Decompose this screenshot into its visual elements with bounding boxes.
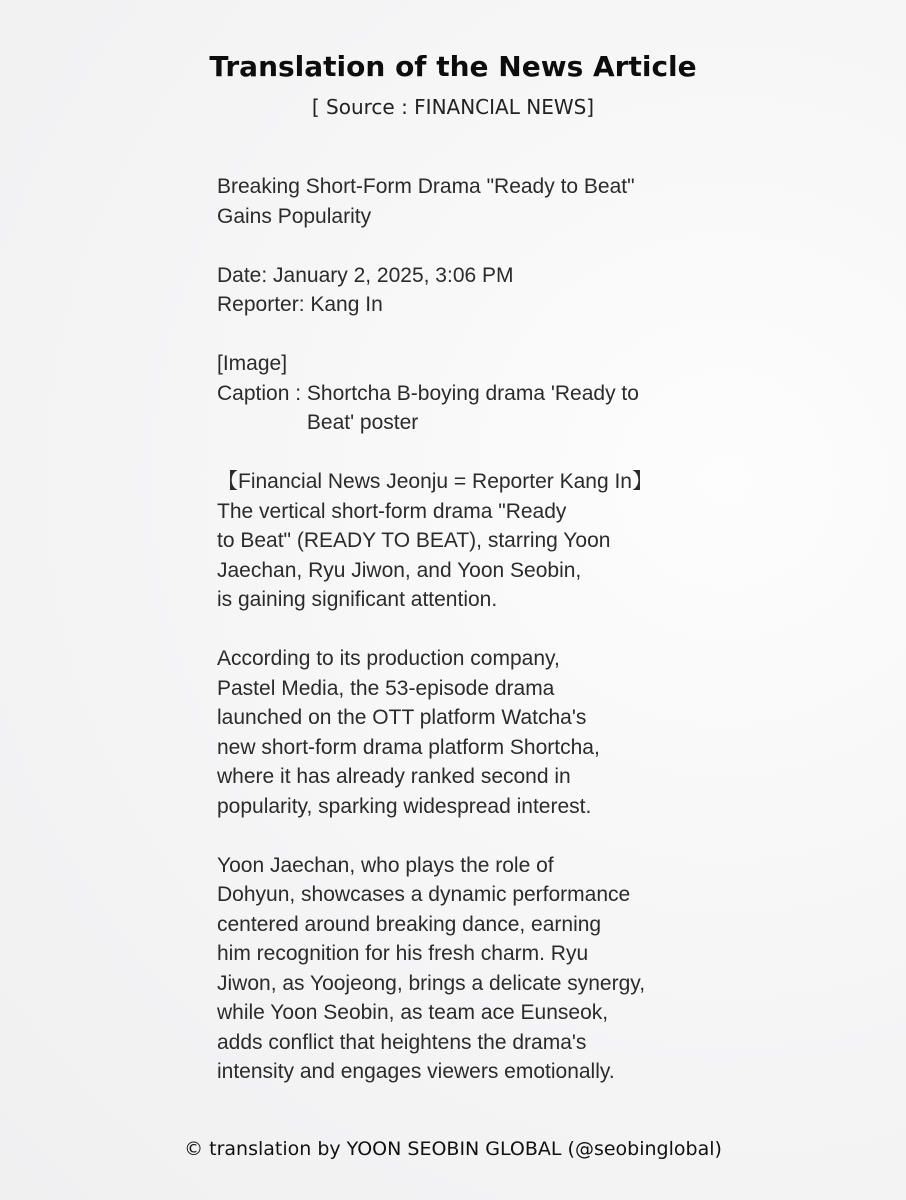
paragraph-line: Jaechan, Ryu Jiwon, and Yoon Seobin,	[217, 558, 582, 582]
article-reporter: Reporter: Kang In	[217, 293, 383, 316]
article-headline	[217, 172, 737, 231]
paragraph-line: According to its production company,	[217, 647, 560, 670]
paragraph-line: is gaining significant attention.	[217, 588, 498, 611]
paragraph-line: Dohyun, showcases a dynamic performance	[217, 883, 631, 906]
article-paragraph-1	[217, 467, 737, 615]
paragraph-line: while Yoon Seobin, as team ace Eunseok,	[217, 1001, 609, 1024]
image-caption	[217, 379, 737, 438]
page-title: Translation of the News Article	[209, 50, 697, 83]
paragraph-line: intensity and engages viewers emotionally.	[217, 1060, 615, 1083]
paragraph-line: launched on the OTT platform Watcha's	[217, 706, 587, 729]
caption-line: Shortcha B-boying drama 'Ready to	[306, 381, 639, 405]
paragraph-line: Yoon Jaechan, who plays the role of	[217, 853, 554, 877]
article-meta	[217, 261, 737, 320]
article-date: Date: January 2, 2025, 3:06 PM	[217, 263, 514, 287]
caption-label: Caption :	[217, 381, 307, 405]
paragraph-line: where it has already ranked second in	[217, 765, 571, 788]
article-paragraph-3	[217, 851, 737, 1087]
paragraph-line: The vertical short-form drama "Ready	[217, 499, 567, 523]
paragraph-line: centered around breaking dance, earning	[217, 912, 602, 936]
paragraph-line: new short-form drama platform Shortcha,	[217, 735, 600, 759]
headline-line: Breaking Short-Form Drama "Ready to Beat"	[217, 175, 635, 198]
caption-line: Beat' poster	[306, 411, 419, 434]
translation-credit: © translation by YOON SEOBIN GLOBAL (@seobinglobal)	[184, 1138, 722, 1160]
paragraph-line: Pastel Media, the 53-episode drama	[217, 676, 555, 700]
paragraph-line: to Beat" (READY TO BEAT), starring Yoon	[217, 529, 611, 552]
article-paragraph-2	[217, 644, 737, 821]
caption-text	[307, 379, 697, 438]
paragraph-line: adds conflict that heightens the drama's	[217, 1030, 587, 1054]
paragraph-line: popularity, sparking widespread interest.	[217, 794, 592, 818]
paragraph-line: him recognition for his fresh charm. Ryu	[217, 942, 589, 965]
headline-line: Gains Popularity	[217, 204, 372, 228]
paragraph-line: Jiwon, as Yoojeong, brings a delicate synergy,	[217, 971, 646, 995]
source-label: [ Source : FINANCIAL NEWS]	[311, 95, 595, 119]
article-body	[217, 172, 737, 1087]
paragraph-line: 【Financial News Jeonju = Reporter Kang In】	[217, 470, 653, 493]
image-placeholder: [Image]	[217, 352, 288, 375]
